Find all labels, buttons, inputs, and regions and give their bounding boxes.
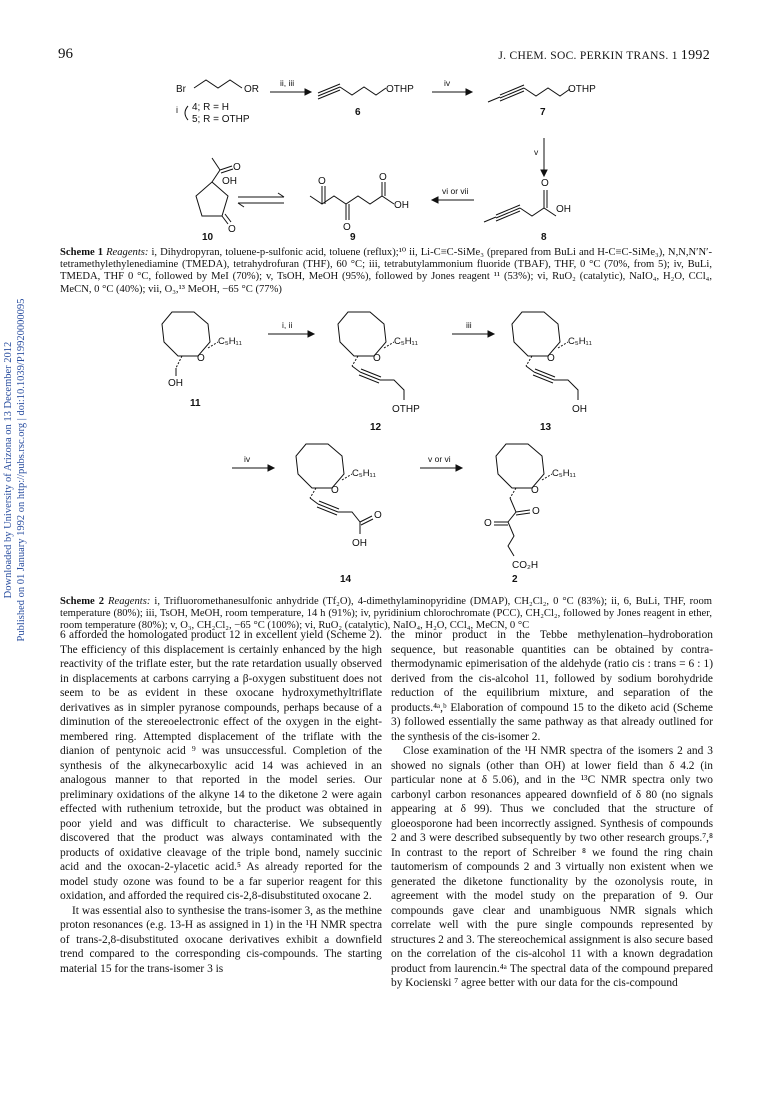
compound-13-structure (512, 312, 592, 433)
othp-6-label: OTHP (386, 84, 414, 95)
c5h11-12-label: C₅H₁₁ (394, 336, 418, 347)
compound-8-structure (484, 178, 571, 243)
compound-10-number: 10 (202, 232, 214, 243)
arrow-v-vi-label: v or vi (428, 454, 451, 464)
compound-7-structure (488, 84, 596, 118)
o-12-label: O (373, 353, 381, 364)
arrow-ii-iii-label: ii, iii (280, 78, 295, 88)
compound-10-structure (196, 158, 241, 243)
o-14b-label: O (374, 510, 382, 521)
c5h11-13-label: C₅H₁₁ (568, 336, 592, 347)
c5h11-2-label: C₅H₁₁ (552, 468, 576, 479)
scheme-1-caption-text: i, Dihydropyran, toluene-p-sulfonic acid, toluene (reflux);¹⁰ ii, Li-C≡C-SiMe₃ (prepared from BuLi and H-C≡C-SiMe₃), N,N,N′N′-tetramethylethylenediamine (TMEDA), tetrahydrofuran (THF), 60 °C; iii, tetrabutylammonium fluoride (TBAF), THF, 0 °C (70%, from 5); iv, BuLi, TMEDA, THF 0 °C, followed by MeI (70%); v, TsOH, MeOH (95%), followed by Jones reagent ¹¹ (53%); vi, RuO₂ (catalytic), NaIO₄, H₂O, CCl₄, MeCN, 0 °C (40%); vii, O₃,¹³ MeOH, −65 °C (77%) (60, 247, 712, 295)
download-line[interactable]: Downloaded by University of Arizona on 13 December 2012 (3, 341, 14, 599)
othp-7-label: OTHP (568, 84, 596, 95)
o-14-label: O (331, 485, 339, 496)
step-i-label: i (176, 105, 178, 115)
arrow-i-ii-label: i, ii (282, 320, 293, 330)
scheme-2-caption-reagents: Reagents: (108, 596, 151, 607)
compound-6-number: 6 (355, 107, 361, 118)
left-column (60, 628, 382, 976)
oh-9-label: OH (394, 200, 409, 211)
compound-13-number: 13 (540, 422, 552, 433)
o-11-label: O (197, 353, 205, 364)
oh-14-label: OH (352, 538, 367, 549)
right-column (391, 628, 713, 991)
o-10b-label: O (228, 224, 236, 235)
o-2c-label: O (484, 518, 492, 529)
o-9c-label: O (379, 172, 387, 183)
arrow-iv-label: iv (444, 78, 451, 88)
r5-label: 5; R = OTHP (192, 114, 250, 125)
oh-10-label: OH (222, 176, 237, 187)
left-paragraph-2: It was essential also to synthesise the trans-isomer 3, as the methine proton resonances (e.g. 13-H as assigned in 1) in the ¹H NMR spectra of trans-2,8-disubstituted oxocane derivatives exhibit a downfield trend compared to the corresponding cis-compounds. The starting material 15 for the trans-isomer 3 is (60, 904, 382, 975)
o-2b-label: O (532, 506, 540, 517)
published-line[interactable]: Published on 01 January 1992 on http://pubs.rsc.org | doi:10.1039/P19920000095 (16, 298, 27, 642)
compound-2-number: 2 (512, 574, 518, 585)
compound-8-number: 8 (541, 232, 547, 243)
scheme-2-caption-text: i, Trifluoromethanesulfonic anhydride (Tf₂O), 4-dimethylaminopyridine (DMAP), CH₂Cl₂, 0 °C (83%); ii, 6, BuLi, THF, room temperature (80%); iii, TsOH, MeOH, room temperature, 14 h (91%); iv, pyridinium chlorochromate (PCC), CH₂Cl₂, followed by Jones reagent in ether, room temperature (80%); v, O₃, CH₂Cl₂, −65 °C (100%); vi, RuO₂ (catalytic), NaIO₄, H₂O, CCl₄, MeCN, 0 °C (60, 596, 712, 632)
o-10a-label: O (233, 162, 241, 173)
journal-title: J. CHEM. SOC. PERKIN TRANS. 1 (498, 50, 678, 62)
oh-8-label: OH (556, 204, 571, 215)
scheme-1-caption (60, 247, 712, 296)
compound-9-number: 9 (350, 232, 356, 243)
left-paragraph-1: 6 afforded the homologated product 12 in excellent yield (Scheme 2). The efficiency of this displacement is certainly enhanced by the high reactivity of the triflate ester, but the rate retardation usually observed in displacements at carbons carrying a β-oxygen substituent does not seem to be as evident in these oxocane hydroxymethyltriflate derivatives as in simpler pyranose compounds, perhaps because of a diminution of the stereoelectronic effect of the oxygen in the eight-membered ring. Attempted displacement of the triflate with the dianion of pentynoic acid ⁹ was unsuccessful. Completion of the synthesis of the alkynecarboxylic acid 14 was achieved in an analogous manner to that reported in the model series. Our preliminary oxidations of the alkyne 14 to the diketone 2 were again effected with ruthenium tetroxide, but the product was obtained in poor yield and was difficult to characterise. We subsequently discovered that the product was always contaminated with the products of oxidative cleavage of the triple bond, namely succinic acid and the oxocan-2-ylacetic acid.⁵ As already reported for the model study ozone was found to be a far superior reagent for this oxidation, and afforded the required cis-2,8-disubstituted oxocane 2. (60, 629, 382, 902)
compound-2-structure (484, 444, 576, 585)
oh-13-label: OH (572, 404, 587, 415)
o-2-label: O (531, 485, 539, 496)
compound-9-structure (310, 172, 409, 243)
co2h-2-label: CO₂H (512, 560, 539, 571)
compound-7-number: 7 (540, 107, 546, 118)
othp-12-label: OTHP (392, 404, 420, 415)
compound-4-5-structure (176, 80, 259, 125)
o-8-label: O (541, 178, 549, 189)
compound-11-structure (162, 312, 242, 409)
arrow-iv-2-label: iv (244, 454, 251, 464)
compound-14-structure (296, 444, 382, 585)
page-number: 96 (58, 46, 73, 62)
r4-label: 4; R = H (192, 102, 229, 113)
c5h11-11-label: C₅H₁₁ (218, 336, 242, 347)
compound-14-number: 14 (340, 574, 352, 585)
arrow-iii-label: iii (466, 320, 472, 330)
compound-6-structure (318, 84, 414, 118)
c5h11-14-label: C₅H₁₁ (352, 468, 376, 479)
o-9a-label: O (318, 176, 326, 187)
journal-year: 1992 (680, 48, 710, 63)
oh-11-label: OH (168, 378, 183, 389)
o-9b-label: O (343, 222, 351, 233)
right-paragraph-1: the minor product in the Tebbe methylenation–hydroboration sequence, but reasonable quantities can be obtained by contra-thermodynamic epimerisation of the aldehyde (ratio cis : trans = 6 : 1) derived from the cis-alcohol 11, followed by sodium borohydride reduction of the equilibrium mixture, and separation of the products.⁴ᵃ,ᵇ Elaboration of compound 15 to the diketo acid (Scheme 3) followed essentially the same pathway as that already outlined for the synthesis of the cis-isomer 2. (391, 629, 713, 743)
compound-12-structure (338, 312, 420, 433)
right-paragraph-2: Close examination of the ¹H NMR spectra of the isomers 2 and 3 showed no signals (other than OH) at lower field than δ 4.2 (in particular none at δ 5.06), and in the ¹³C NMR spectra only two carbonyl carbon resonances appeared downfield of δ 80 (no signals appearing at δ 99). Thus we concluded that the structure of gloeosporone had been incorrectly assigned. Synthesis of compounds 2 and 3 were described subsequently by two other research groups.⁷,⁸ In contrast to the report of Schreiber ⁸ we found the ring chain tautomerism of compounds 2 and 3 virtually non existent when we generated the diketone functionality by the ozonolysis route, in agreement with the model study on the preparation of 9. Our compounds gave clear and unambiguous NMR signals which correlate well with the pure single compounds represented by structures 2 and 3. The stereochemical assignment is also secure based on the correlation of the cis-alcohol 11 with a known degradation product from laurencin.⁴ᵃ The spectral data of the compound prepared by Kocienski ⁷ agree better with our data for the cis-compound (391, 745, 713, 989)
arrow-v-label: v (534, 147, 539, 157)
o-13-label: O (547, 353, 555, 364)
compound-12-number: 12 (370, 422, 382, 433)
scheme-2-caption-title: Scheme 2 (60, 596, 105, 607)
scheme-1-caption-reagents: Reagents: (106, 247, 149, 258)
scheme-1-caption-title: Scheme 1 (60, 247, 104, 258)
scheme-2-diagram (0, 300, 768, 600)
arrow-vi-vii-label: vi or vii (442, 186, 469, 196)
or-label: OR (244, 84, 259, 95)
br-label: Br (176, 84, 186, 95)
compound-11-number: 11 (190, 398, 201, 409)
